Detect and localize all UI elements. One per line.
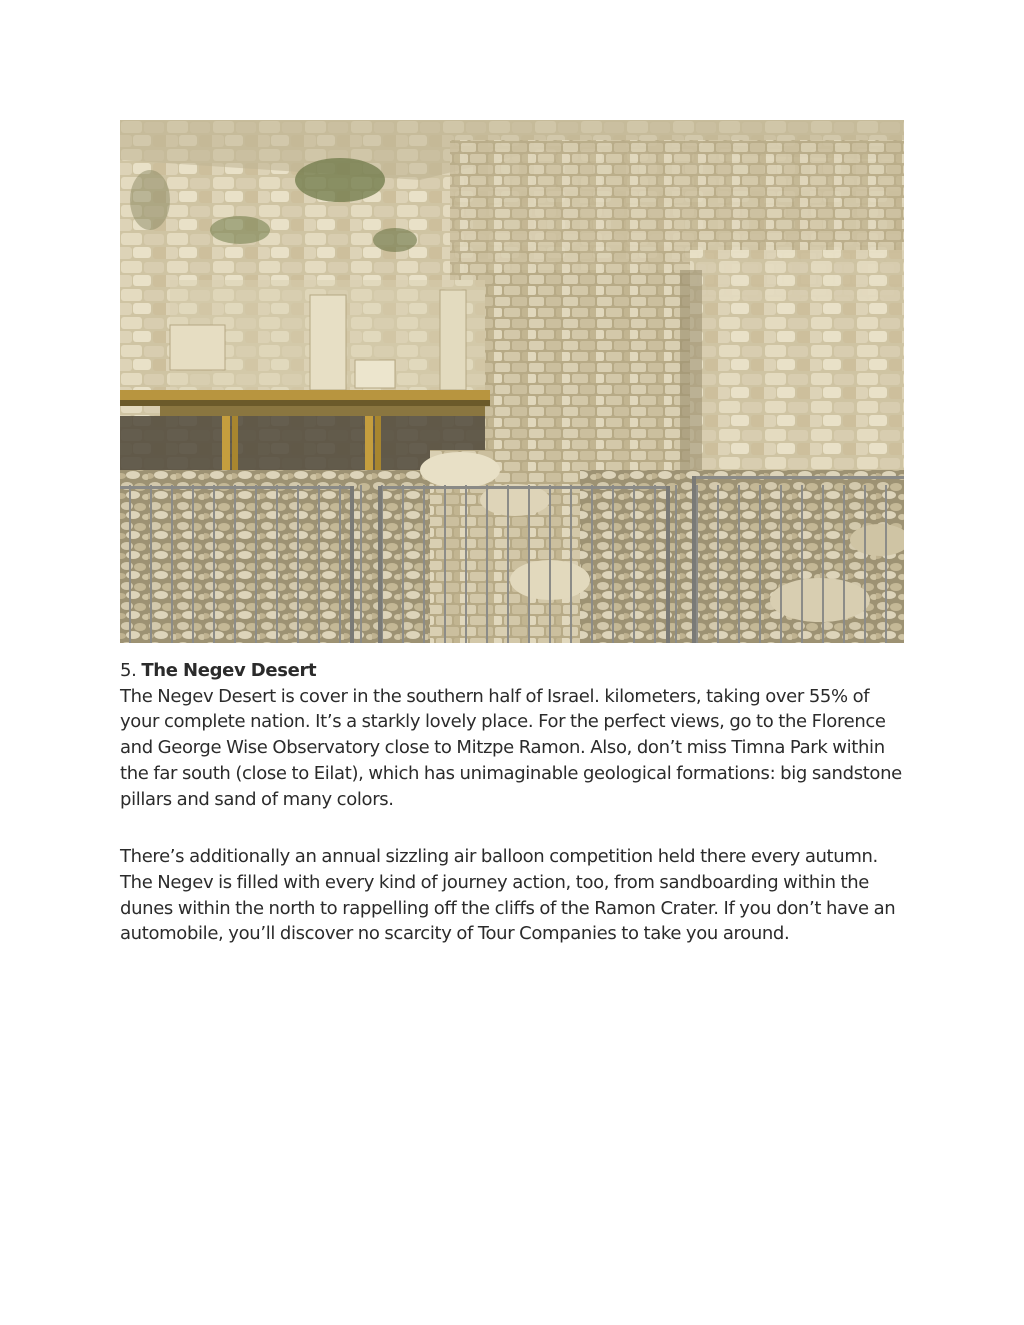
- stone-ruins-photo: [120, 120, 904, 643]
- article-text: [120, 658, 910, 947]
- paragraph-1: The Negev Desert is cover in the southern half of Israel. kilometers, taking over 55% of your complete nation. It’s a starkly lovely place. For the perfect views, go to the Florence and George Wise Observatory close to Mitzpe Ramon. Also, don’t miss Timna Park within the far south (close to Eilat), which has unimaginable geological formations: big sandstone pillars and sand of many colors.: [120, 685, 902, 810]
- paragraph-2: There’s additionally an annual sizzling air balloon competition held there every autumn. The Negev is filled with every kind of journey action, too, from sandboarding within the dunes within the north to rappelling off the cliffs of the Ramon Crater. If you don’t have an automobile, you’ll discover no scarcity of Tour Companies to take you around.: [120, 846, 896, 945]
- section-number: 5.: [120, 660, 137, 681]
- section-title: The Negev Desert: [141, 660, 317, 681]
- ruins-illustration: [120, 120, 904, 643]
- metal-fence: [120, 476, 904, 643]
- foliage: [295, 158, 385, 202]
- section-heading: [120, 658, 910, 684]
- wooden-platform: [120, 390, 490, 400]
